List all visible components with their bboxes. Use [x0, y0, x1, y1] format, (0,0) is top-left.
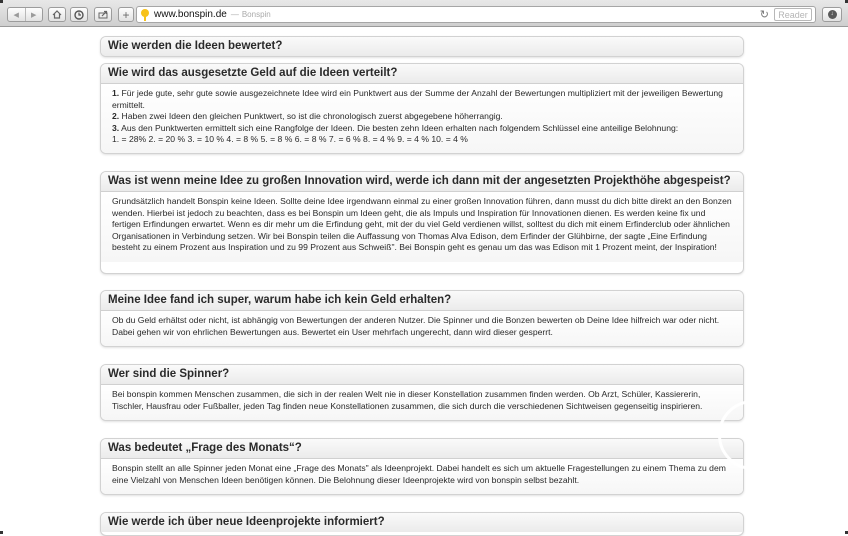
- answer-point: [112, 111, 732, 123]
- point-text: Haben zwei Ideen den gleichen Punktwert, so ist die chronologisch zuerst abgegebene höherrangig.: [119, 111, 503, 122]
- key-icon: [140, 9, 150, 21]
- faq-question[interactable]: Wie werden die Ideen bewertet?: [101, 37, 743, 56]
- window-corner: [0, 0, 3, 3]
- faq-item: [100, 438, 744, 495]
- home-icon: [52, 10, 62, 19]
- faq-question[interactable]: Was bedeutet „Frage des Monats“?: [101, 439, 743, 459]
- answer-point: [112, 123, 732, 135]
- faq-answer: Bei bonspin kommen Menschen zusammen, die sich in der realen Welt nie in dieser Konstellation zusammen finden werden. Ob Arzt, Schüler, Kassiererin, Tischler, Hausfrau oder Fußballer, jeden Tag finden neue Konstellationen zusammen, die sich durch die verschiedenen Sichtweisen gegenseitig inspirieren.: [101, 385, 743, 420]
- faq-item: [100, 171, 744, 274]
- share-icon: [98, 10, 109, 19]
- faq-item: [100, 63, 744, 154]
- downloads-button[interactable]: [822, 7, 842, 22]
- point-number: 2.: [112, 111, 120, 122]
- url-text[interactable]: www.bonspin.de: [154, 9, 227, 20]
- faq-question[interactable]: Wie wird das ausgesetzte Geld auf die Ideen verteilt?: [101, 64, 743, 84]
- point-text: Aus den Punktwerten ermittelt sich eine Rangfolge der Ideen. Die besten zehn Ideen erhalten nach folgendem Schlüssel eine anteilige Belohnung:: [119, 122, 679, 133]
- faq-answer: Ob du Geld erhältst oder nicht, ist abhängig von Bewertungen der anderen Nutzer. Die Spinner und die Bonzen bewerten ob Deine Idee hilfreich war oder nicht. Dabei gehen wir von ehrlichen Bewertungen aus. Bewertet ein User mehrfach ungerecht, dann wird dieser gesperrt.: [101, 311, 743, 346]
- title-separator: —: [230, 10, 239, 19]
- download-icon: ↓: [828, 10, 837, 19]
- home-button[interactable]: [48, 7, 66, 22]
- point-number: 3.: [112, 122, 120, 133]
- point-number: 1.: [112, 88, 120, 98]
- faq-answer: Grundsätzlich handelt Bonspin keine Ideen. Sollte deine Idee irgendwann einmal zu einer großen Innovation führen, dann musst du dich bitte direkt an den Bonzen wenden. Hierbei ist jedoch zu beachten, dass es bei Bonspin um Ideen geht, die als Impuls und Inspiration für Innovationen dienen. Es werden keine fix und fertigen Erfindungen erwartet. Wenn es dir mehr um die Erfindung geht, mit der du viel Geld verdienen willst, solltest du dich mit einem Erfinderclub oder ähnlichen Organisationen in Verbindung setzen. Wir bei Bonspin teilen die Auffassung von Thomas Alva Edison, dem Erfinder der Glühbirne, der sagte „Eine Erfindung besteht zu einem Prozent aus Inspiration und zu 99 Prozent aus Schweiß". Bei Bonspin geht es genau um das was Edison mit 1 Prozent meint, der Inspiration!: [101, 192, 743, 262]
- faq-answer: Bonspin stellt an alle Spinner jeden Monat eine „Frage des Monats" als Ideenprojekt. Dabei handelt es sich um aktuelle Fragestellungen zu einem Thema zu dem eine Vielzahl von Menschen Ideen benötigen können. Die Belohnung dieser Ideenprojekte wird von bonspin selbst bezahlt.: [101, 459, 743, 494]
- back-arrow-icon[interactable]: ◀: [8, 8, 26, 21]
- page-title: Bonspin: [241, 10, 271, 19]
- answer-point: [112, 88, 732, 111]
- share-button[interactable]: [94, 7, 112, 22]
- reward-distribution: 1. = 28% 2. = 20 % 3. = 10 % 4. = 8 % 5. = 8 % 6. = 8 % 7. = 6 % 8. = 4 % 9. = 4 % 10. = 4 %: [112, 134, 468, 145]
- history-button[interactable]: [70, 7, 88, 22]
- faq-question[interactable]: Meine Idee fand ich super, warum habe ich kein Geld erhalten?: [101, 291, 743, 311]
- reader-button[interactable]: Reader: [774, 8, 812, 21]
- faq-question[interactable]: Was ist wenn meine Idee zu großen Innovation wird, werde ich dann mit der angesetzten Projekthöhe abgespeist?: [101, 172, 743, 192]
- reload-icon[interactable]: ↻: [759, 9, 769, 21]
- forward-arrow-icon[interactable]: ▶: [31, 11, 37, 19]
- clock-icon: [74, 10, 84, 20]
- faq-item: [100, 364, 744, 421]
- new-tab-button[interactable]: [118, 7, 134, 22]
- back-forward-buttons: [7, 7, 43, 22]
- plus-icon: +: [122, 7, 130, 22]
- point-text: Für jede gute, sehr gute sowie ausgezeichnete Idee wird ein Punktwert aus der Summe der Anzahl der Bewertungen multipliziert mit der jeweiligen Bewertung ermittelt.: [112, 88, 723, 110]
- faq-item[interactable]: [100, 512, 744, 536]
- faq-item[interactable]: [100, 36, 744, 57]
- faq-item: [100, 290, 744, 347]
- loading-spinner: [718, 400, 788, 470]
- faq-question[interactable]: Wer sind die Spinner?: [101, 365, 743, 385]
- address-bar[interactable]: [136, 6, 816, 23]
- faq-answer: [101, 84, 743, 154]
- faq-question[interactable]: Wie werde ich über neue Ideenprojekte informiert?: [101, 513, 743, 532]
- browser-toolbar: [0, 0, 848, 27]
